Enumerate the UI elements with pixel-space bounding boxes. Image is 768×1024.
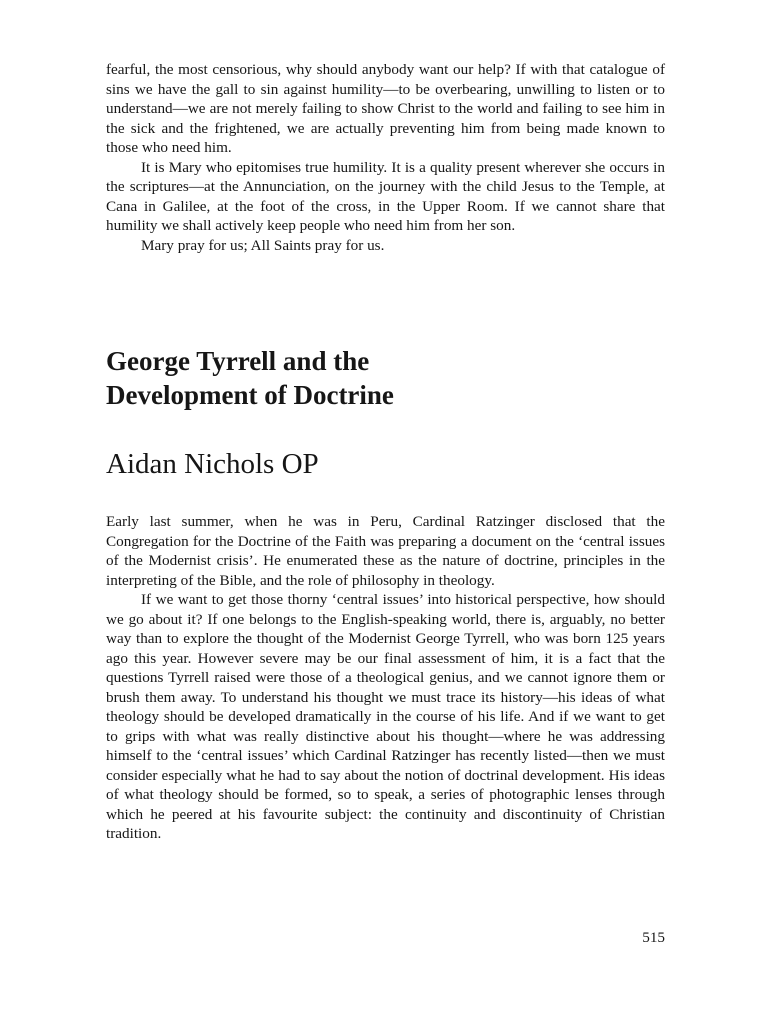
paragraph: fearful, the most censorious, why should anybody want our help? If with that catalogue of sins we have the gall to sin against humility—to be overbearing, unwilling to listen or to understand—we are not merely failing to show Christ to the world and failing to see him in the sick and the frightened, we are actually preventing him from being made known to those who need him. bbox=[106, 61, 665, 156]
page-number: 515 bbox=[642, 929, 665, 946]
paragraph: It is Mary who epitomises true humility. It is a quality present wherever she occurs in the scriptures—at the Annunciation, on the journey with the child Jesus to the Temple, at Cana in Galilee, at the foot of the cross, in the Upper Room. If we cannot share that humility we shall actively keep people who need him from her son. bbox=[106, 158, 665, 234]
previous-article-text bbox=[106, 60, 665, 255]
paragraph: Early last summer, when he was in Peru, Cardinal Ratzinger disclosed that the Congregation for the Doctrine of the Faith was preparing a document on the ‘central issues of the Modernist crisis’. He enumerated these as the nature of doctrine, principles in the interpreting of the Bible, and the role of philosophy in theology. bbox=[106, 513, 665, 589]
paragraph: If we want to get those thorny ‘central issues’ into historical perspective, how should we go about it? If one belongs to the English-speaking world, there is, arguably, no better way than to explore the thought of the Modernist George Tyrrell, who was born 125 years ago this year. However severe may be our final assessment of him, it is a fact that the questions Tyrrell raised were those of a theological genius, and we cannot ignore them or brush them away. To understand his thought we must trace its history—his ideas of what theology should be developed dramatically in the course of his life. And if we want to get to grips with what was really distinctive about his thought—where he was addressing himself to the ‘central issues’ which Cardinal Ratzinger has recently listed—then we must consider especially what he had to say about the notion of doctrinal development. His ideas of what theology should be formed, so to speak, a series of photographic lenses through which he peered at his favourite subject: the continuity and discontinuity of Christian tradition. bbox=[106, 591, 665, 842]
article-title bbox=[106, 344, 665, 412]
article-body bbox=[106, 512, 665, 844]
paragraph: Mary pray for us; All Saints pray for us. bbox=[141, 236, 385, 254]
title-line: Development of Doctrine bbox=[106, 380, 394, 410]
author-name: Aidan Nichols OP bbox=[106, 448, 319, 480]
title-line: George Tyrrell and the bbox=[106, 346, 370, 376]
